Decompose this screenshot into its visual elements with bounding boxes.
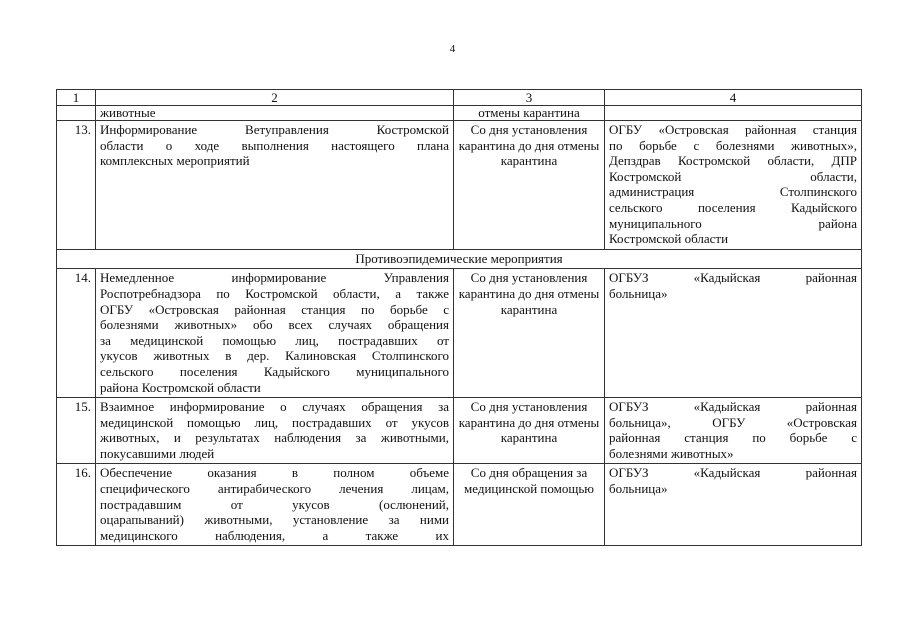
continuation-term: отмены карантина [454,106,605,121]
table-row-16 [57,464,862,546]
row-number: 13. [57,121,96,250]
row-responsible: ОГБУ «Островская районная станция по борьбе с болезнями животных», Депздрав Костромской области, ДПР Костромской области, администрация Столпинского сельского поселения Кадыйского муниципального района Костромской области [605,121,862,250]
row-number: 16. [57,464,96,546]
header-col-4: 4 [605,90,862,106]
row-responsible: ОГБУЗ «Кадыйская районная больница», ОГБУ «Островская районная станция по борьбе с болезнями животных» [605,398,862,464]
row-measure: Немедленное информирование Управления Роспотребнадзора по Костромской области, а также ОГБУ «Островская районная станция по борьбе с болезнями животных» обо всех случаях обращения за медицинской помощью лиц, пострадавших от укусов животных в дер. Калиновская Столпинского сельского поселения Кадыйского муниципального района Костромской области [96,269,454,398]
page-number: 4 [449,43,456,55]
measures-table [56,89,862,546]
header-col-1: 1 [57,90,96,106]
continuation-measure: животные [96,106,454,121]
continuation-row [57,106,862,121]
continuation-responsible [605,106,862,121]
row-term: Со дня обращения за медицинской помощью [454,464,605,546]
table-row-15 [57,398,862,464]
row-responsible: ОГБУЗ «Кадыйская районная больница» [605,464,862,546]
row-term: Со дня установления карантина до дня отмены карантина [454,121,605,250]
row-term: Со дня установления карантина до дня отмены карантина [454,269,605,398]
section-title: Противоэпидемические мероприятия [57,249,862,269]
header-col-3: 3 [454,90,605,106]
row-responsible: ОГБУЗ «Кадыйская районная больница» [605,269,862,398]
row-measure: Взаимное информирование о случаях обращения за медицинской помощью лиц, пострадавших от укусов животных, и результатах наблюдения за животными, покусавшими людей [96,398,454,464]
table-row-14 [57,269,862,398]
continuation-num [57,106,96,121]
row-number: 14. [57,269,96,398]
row-measure: Обеспечение оказания в полном объеме специфического антирабического лечения лицам, пострадавшим от укусов (ослюнений, оцарапываний) животными, установление за ними медицинского наблюдения, а также их [96,464,454,546]
row-number: 15. [57,398,96,464]
table-header-row [57,90,862,106]
row-term: Со дня установления карантина до дня отмены карантина [454,398,605,464]
table-row-13 [57,121,862,250]
header-col-2: 2 [96,90,454,106]
row-measure: Информирование Ветуправления Костромской области о ходе выполнения настоящего плана комплексных мероприятий [96,121,454,250]
section-row [57,249,862,269]
